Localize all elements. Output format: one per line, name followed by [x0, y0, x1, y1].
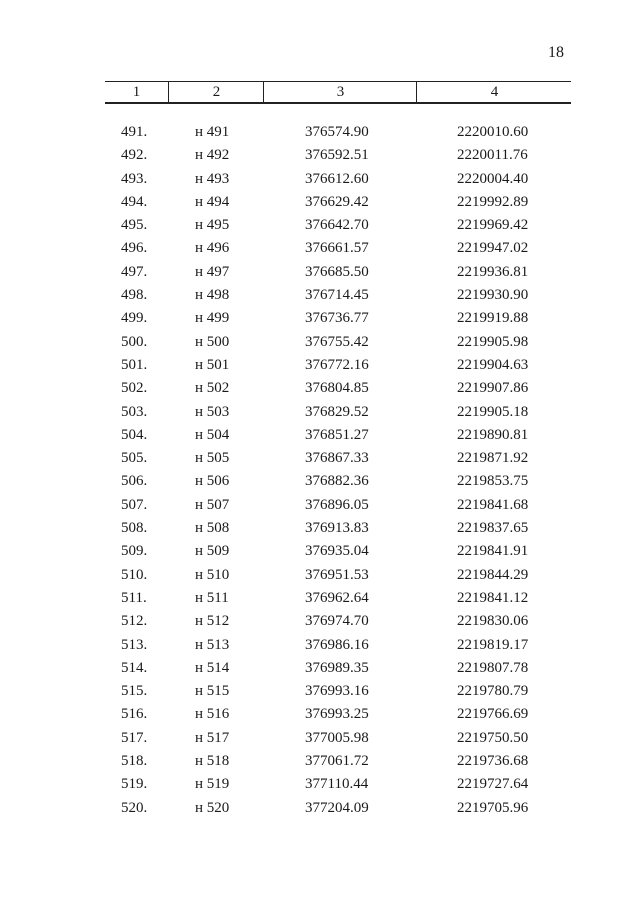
y-coordinate: 2219807.78 [457, 659, 529, 676]
table-row [105, 797, 571, 820]
table-row [105, 517, 571, 540]
y-coordinate: 2219890.81 [457, 426, 529, 443]
table-row [105, 727, 571, 750]
x-coordinate: 376642.70 [305, 217, 369, 234]
x-coordinate: 376935.04 [305, 543, 369, 560]
table-row [105, 284, 571, 307]
row-number: 515. [121, 683, 148, 700]
table-row [105, 564, 571, 587]
point-label: н 505 [195, 450, 230, 467]
row-number: 499. [121, 310, 148, 327]
x-coordinate: 376714.45 [305, 287, 369, 304]
x-coordinate: 377061.72 [305, 753, 369, 770]
table-row [105, 470, 571, 493]
table-row [105, 680, 571, 703]
header-col-2: 2 [168, 82, 264, 102]
x-coordinate: 376974.70 [305, 613, 369, 630]
point-label: н 497 [195, 263, 230, 280]
row-number: 517. [121, 729, 148, 746]
y-coordinate: 2220011.76 [457, 147, 528, 164]
coordinates-table [105, 81, 571, 816]
point-label: н 515 [195, 683, 230, 700]
row-number: 519. [121, 776, 148, 793]
table-row [105, 191, 571, 214]
y-coordinate: 2219904.63 [457, 356, 529, 373]
point-label: н 492 [195, 147, 230, 164]
table-row [105, 703, 571, 726]
point-label: н 511 [195, 589, 229, 606]
y-coordinate: 2219853.75 [457, 473, 529, 490]
table-row [105, 377, 571, 400]
header-col-3: 3 [263, 82, 417, 102]
y-coordinate: 2220010.60 [457, 124, 529, 140]
x-coordinate: 376993.25 [305, 706, 369, 723]
x-coordinate: 376612.60 [305, 170, 369, 187]
row-number: 518. [121, 753, 148, 770]
point-label: н 498 [195, 287, 230, 304]
table-header [105, 81, 571, 104]
point-label: н 520 [195, 799, 230, 816]
point-label: н 509 [195, 543, 230, 560]
y-coordinate: 2219905.98 [457, 333, 529, 350]
y-coordinate: 2219736.68 [457, 753, 529, 770]
x-coordinate: 376574.90 [305, 124, 369, 140]
point-label: н 517 [195, 729, 230, 746]
table-body [105, 121, 571, 820]
row-number: 505. [121, 450, 148, 467]
y-coordinate: 2219841.12 [457, 589, 529, 606]
point-label: н 491 [195, 124, 230, 140]
table-row [105, 494, 571, 517]
y-coordinate: 2219780.79 [457, 683, 529, 700]
x-coordinate: 376896.05 [305, 496, 369, 513]
row-number: 492. [121, 147, 148, 164]
x-coordinate: 376592.51 [305, 147, 369, 164]
y-coordinate: 2219727.64 [457, 776, 529, 793]
row-number: 508. [121, 520, 148, 537]
row-number: 496. [121, 240, 148, 257]
table-row [105, 773, 571, 796]
row-number: 511. [121, 589, 147, 606]
row-number: 516. [121, 706, 148, 723]
row-number: 495. [121, 217, 148, 234]
table-row [105, 331, 571, 354]
row-number: 493. [121, 170, 148, 187]
x-coordinate: 377110.44 [305, 776, 369, 793]
row-number: 500. [121, 333, 148, 350]
point-label: н 502 [195, 380, 230, 397]
point-label: н 500 [195, 333, 230, 350]
table-row [105, 121, 571, 144]
row-number: 507. [121, 496, 148, 513]
point-label: н 496 [195, 240, 230, 257]
row-number: 512. [121, 613, 148, 630]
x-coordinate: 376661.57 [305, 240, 369, 257]
point-label: н 499 [195, 310, 230, 327]
row-number: 520. [121, 799, 148, 816]
point-label: н 508 [195, 520, 230, 537]
y-coordinate: 2219841.68 [457, 496, 529, 513]
y-coordinate: 2219841.91 [457, 543, 529, 560]
x-coordinate: 376867.33 [305, 450, 369, 467]
point-label: н 494 [195, 193, 230, 210]
y-coordinate: 2219969.42 [457, 217, 529, 234]
x-coordinate: 376851.27 [305, 426, 369, 443]
row-number: 498. [121, 287, 148, 304]
table-row [105, 214, 571, 237]
y-coordinate: 2219905.18 [457, 403, 529, 420]
row-number: 491. [121, 124, 148, 140]
table-row [105, 168, 571, 191]
y-coordinate: 2219936.81 [457, 263, 529, 280]
point-label: н 503 [195, 403, 230, 420]
table-row [105, 610, 571, 633]
table-row [105, 354, 571, 377]
x-coordinate: 376962.64 [305, 589, 369, 606]
x-coordinate: 376804.85 [305, 380, 369, 397]
y-coordinate: 2219844.29 [457, 566, 529, 583]
row-number: 504. [121, 426, 148, 443]
table-row [105, 447, 571, 470]
row-number: 494. [121, 193, 148, 210]
y-coordinate: 2219919.88 [457, 310, 529, 327]
table-row [105, 750, 571, 773]
y-coordinate: 2219830.06 [457, 613, 529, 630]
x-coordinate: 377005.98 [305, 729, 369, 746]
header-col-4: 4 [416, 82, 572, 102]
y-coordinate: 2219837.65 [457, 520, 529, 537]
x-coordinate: 376829.52 [305, 403, 369, 420]
x-coordinate: 376989.35 [305, 659, 369, 676]
table-row [105, 657, 571, 680]
x-coordinate: 376736.77 [305, 310, 369, 327]
y-coordinate: 2219947.02 [457, 240, 529, 257]
y-coordinate: 2219907.86 [457, 380, 529, 397]
y-coordinate: 2219705.96 [457, 799, 529, 816]
y-coordinate: 2219819.17 [457, 636, 529, 653]
point-label: н 510 [195, 566, 230, 583]
y-coordinate: 2219992.89 [457, 193, 529, 210]
x-coordinate: 376882.36 [305, 473, 369, 490]
x-coordinate: 376993.16 [305, 683, 369, 700]
point-label: н 513 [195, 636, 230, 653]
row-number: 502. [121, 380, 148, 397]
table-row [105, 144, 571, 167]
table-row [105, 261, 571, 284]
y-coordinate: 2219871.92 [457, 450, 529, 467]
point-label: н 506 [195, 473, 230, 490]
table-row [105, 540, 571, 563]
table-row [105, 401, 571, 424]
table-row [105, 237, 571, 260]
row-number: 497. [121, 263, 148, 280]
row-number: 514. [121, 659, 148, 676]
point-label: н 507 [195, 496, 230, 513]
point-label: н 501 [195, 356, 230, 373]
y-coordinate: 2219930.90 [457, 287, 529, 304]
table-row [105, 634, 571, 657]
point-label: н 493 [195, 170, 230, 187]
x-coordinate: 376951.53 [305, 566, 369, 583]
row-number: 513. [121, 636, 148, 653]
y-coordinate: 2219766.69 [457, 706, 529, 723]
x-coordinate: 377204.09 [305, 799, 369, 816]
x-coordinate: 376913.83 [305, 520, 369, 537]
x-coordinate: 376629.42 [305, 193, 369, 210]
row-number: 503. [121, 403, 148, 420]
x-coordinate: 376755.42 [305, 333, 369, 350]
point-label: н 504 [195, 426, 230, 443]
row-number: 506. [121, 473, 148, 490]
point-label: н 519 [195, 776, 230, 793]
table-row [105, 587, 571, 610]
row-number: 509. [121, 543, 148, 560]
row-number: 510. [121, 566, 148, 583]
header-col-1: 1 [132, 84, 141, 100]
y-coordinate: 2220004.40 [457, 170, 529, 187]
point-label: н 518 [195, 753, 230, 770]
table-row [105, 424, 571, 447]
y-coordinate: 2219750.50 [457, 729, 529, 746]
row-number: 501. [121, 356, 148, 373]
point-label: н 512 [195, 613, 230, 630]
point-label: н 514 [195, 659, 230, 676]
point-label: н 495 [195, 217, 230, 234]
table-row [105, 307, 571, 330]
page-number: 18 [548, 44, 564, 61]
x-coordinate: 376772.16 [305, 356, 369, 373]
x-coordinate: 376685.50 [305, 263, 369, 280]
x-coordinate: 376986.16 [305, 636, 369, 653]
point-label: н 516 [195, 706, 230, 723]
